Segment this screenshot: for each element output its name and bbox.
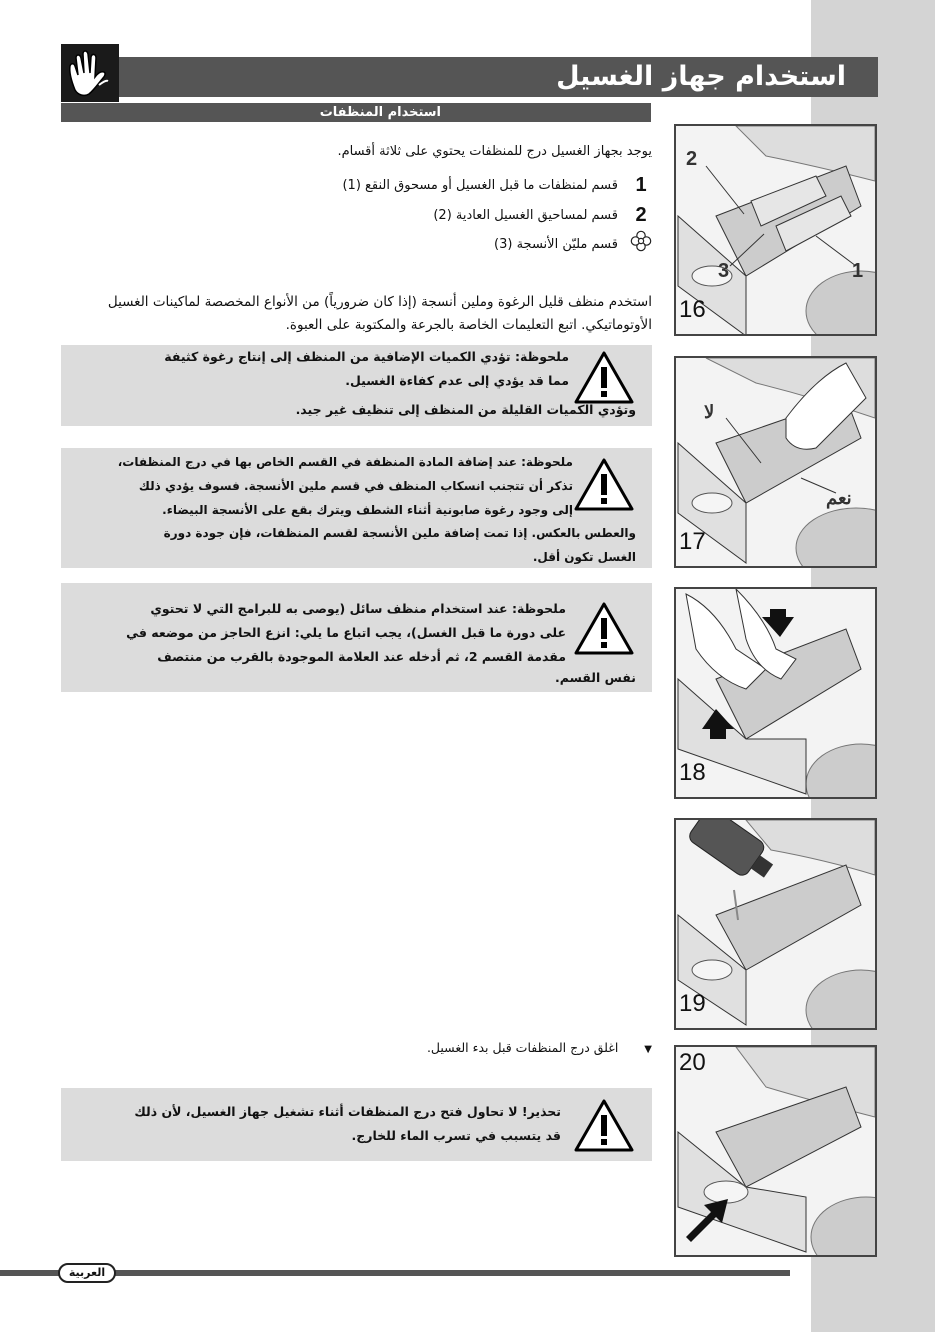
- warning-icon: [573, 457, 635, 512]
- figure-number: 18: [679, 759, 706, 786]
- list-text: قسم مليّن الأنسجة (3): [494, 236, 618, 252]
- note-box: [61, 345, 652, 426]
- footer-rule: [0, 1270, 790, 1276]
- drawer-illustration: [676, 820, 875, 1028]
- figure-label: 2: [686, 148, 698, 170]
- figure-19: [674, 818, 877, 1030]
- bullet-text: اغلق درج المنظفات قبل بدء الغسيل.: [426, 1040, 619, 1055]
- figure-label: لا: [704, 402, 715, 422]
- list-text: قسم لمساحيق الغسيل العادية (2): [433, 207, 618, 223]
- flower-icon: [630, 230, 652, 258]
- language-badge: العربية: [58, 1263, 116, 1283]
- note-text: وتؤدي الكميات القليلة من المنظف إلى تنظيف غير جيد.: [295, 402, 636, 417]
- note-text: ملحوظة: تؤدي الكميات الإضافية من المنظف إلى إنتاج رغوة كثيفة مما قد يؤدي إلى عدم كفاءة الغسيل.: [164, 349, 569, 388]
- note-text: ملحوظة: عند إضافة المادة المنظفة في القسم الخاص بها في درج المنظفات، تذكر أن تتجنب انسكاب المنظف في قسم ملين الأنسجة. فسوف يؤدي ذلك إلى وجود رغوة صابونية أثناء الشطف ويترك بقع على الأنسجة البيضاء.: [117, 455, 573, 517]
- figure-20: [674, 1045, 877, 1257]
- list-text: قسم لمنظفات ما قبل الغسيل أو مسحوق النقع (1): [342, 177, 618, 193]
- warning-icon: [573, 1098, 635, 1153]
- drawer-illustration: [676, 589, 875, 797]
- hand-logo: [61, 44, 119, 102]
- triangle-bullet-icon: ▼: [644, 1044, 652, 1055]
- list-item: [270, 172, 652, 198]
- warning-text: تحذير! لا تحاول فتح درج المنظفات أثناء تشغيل جهاز الغسيل، لأن ذلك قد يتسبب في تسرب الماء للخارج.: [134, 1104, 561, 1143]
- drawer-illustration: [676, 358, 875, 566]
- figure-16: [674, 124, 877, 336]
- drawer-illustration: [676, 1047, 875, 1255]
- drawer-illustration: [676, 126, 875, 334]
- warning-icon: [573, 601, 635, 656]
- figure-number: 20: [679, 1049, 706, 1076]
- warning-box: [61, 1088, 652, 1161]
- note-text: والعطس بالعكس. إذا تمت إضافة ملين الأنسجة لقسم المنظفات، فإن جودة دورة الغسل تكون أقل.: [163, 526, 636, 564]
- section-title: استخدام المنظفات: [61, 103, 651, 122]
- figure-label: 3: [718, 260, 730, 282]
- note-box: [61, 583, 652, 692]
- figure-number: 16: [679, 296, 706, 323]
- list-number: 1: [635, 173, 647, 196]
- list-item: [270, 231, 652, 257]
- note-text: ملحوظة: عند استخدام منظف سائل (يوصى به للبرامج التي لا تحتوي على دورة ما قبل الغسل)، يجب اتباع ما يلي: انزع الحاجز من موضعه في مقدمة القسم 2، ثم أدخله عند العلامة الموجودة بالقرب من منتصف: [126, 601, 566, 664]
- intro-text: يوجد بجهاز الغسيل درج للمنظفات يحتوي على ثلاثة أقسام.: [337, 144, 652, 159]
- page-title: استخدام جهاز الغسيل: [119, 57, 878, 97]
- bullet-line: [370, 1040, 652, 1055]
- list-number: 2: [635, 203, 647, 226]
- figure-label: نعم: [826, 488, 852, 508]
- hand-icon: [61, 44, 119, 102]
- warning-icon: [573, 350, 635, 405]
- figure-number: 17: [679, 528, 706, 555]
- figure-18: [674, 587, 877, 799]
- figure-17: [674, 356, 877, 568]
- figure-number: 19: [679, 990, 706, 1017]
- note-box: [61, 448, 652, 568]
- list-item: [270, 202, 652, 228]
- note-text: نفس القسم.: [555, 670, 636, 685]
- figure-label: 1: [852, 260, 864, 282]
- detergent-paragraph: استخدم منظف قليل الرغوة وملين أنسجة (إذا كان ضرورياً) من الأنواع المخصصة لماكينات الغسيل الأوتوماتيكي. اتبع التعليمات الخاصة بالجرعة والمكتوبة على العبوة.: [107, 294, 652, 333]
